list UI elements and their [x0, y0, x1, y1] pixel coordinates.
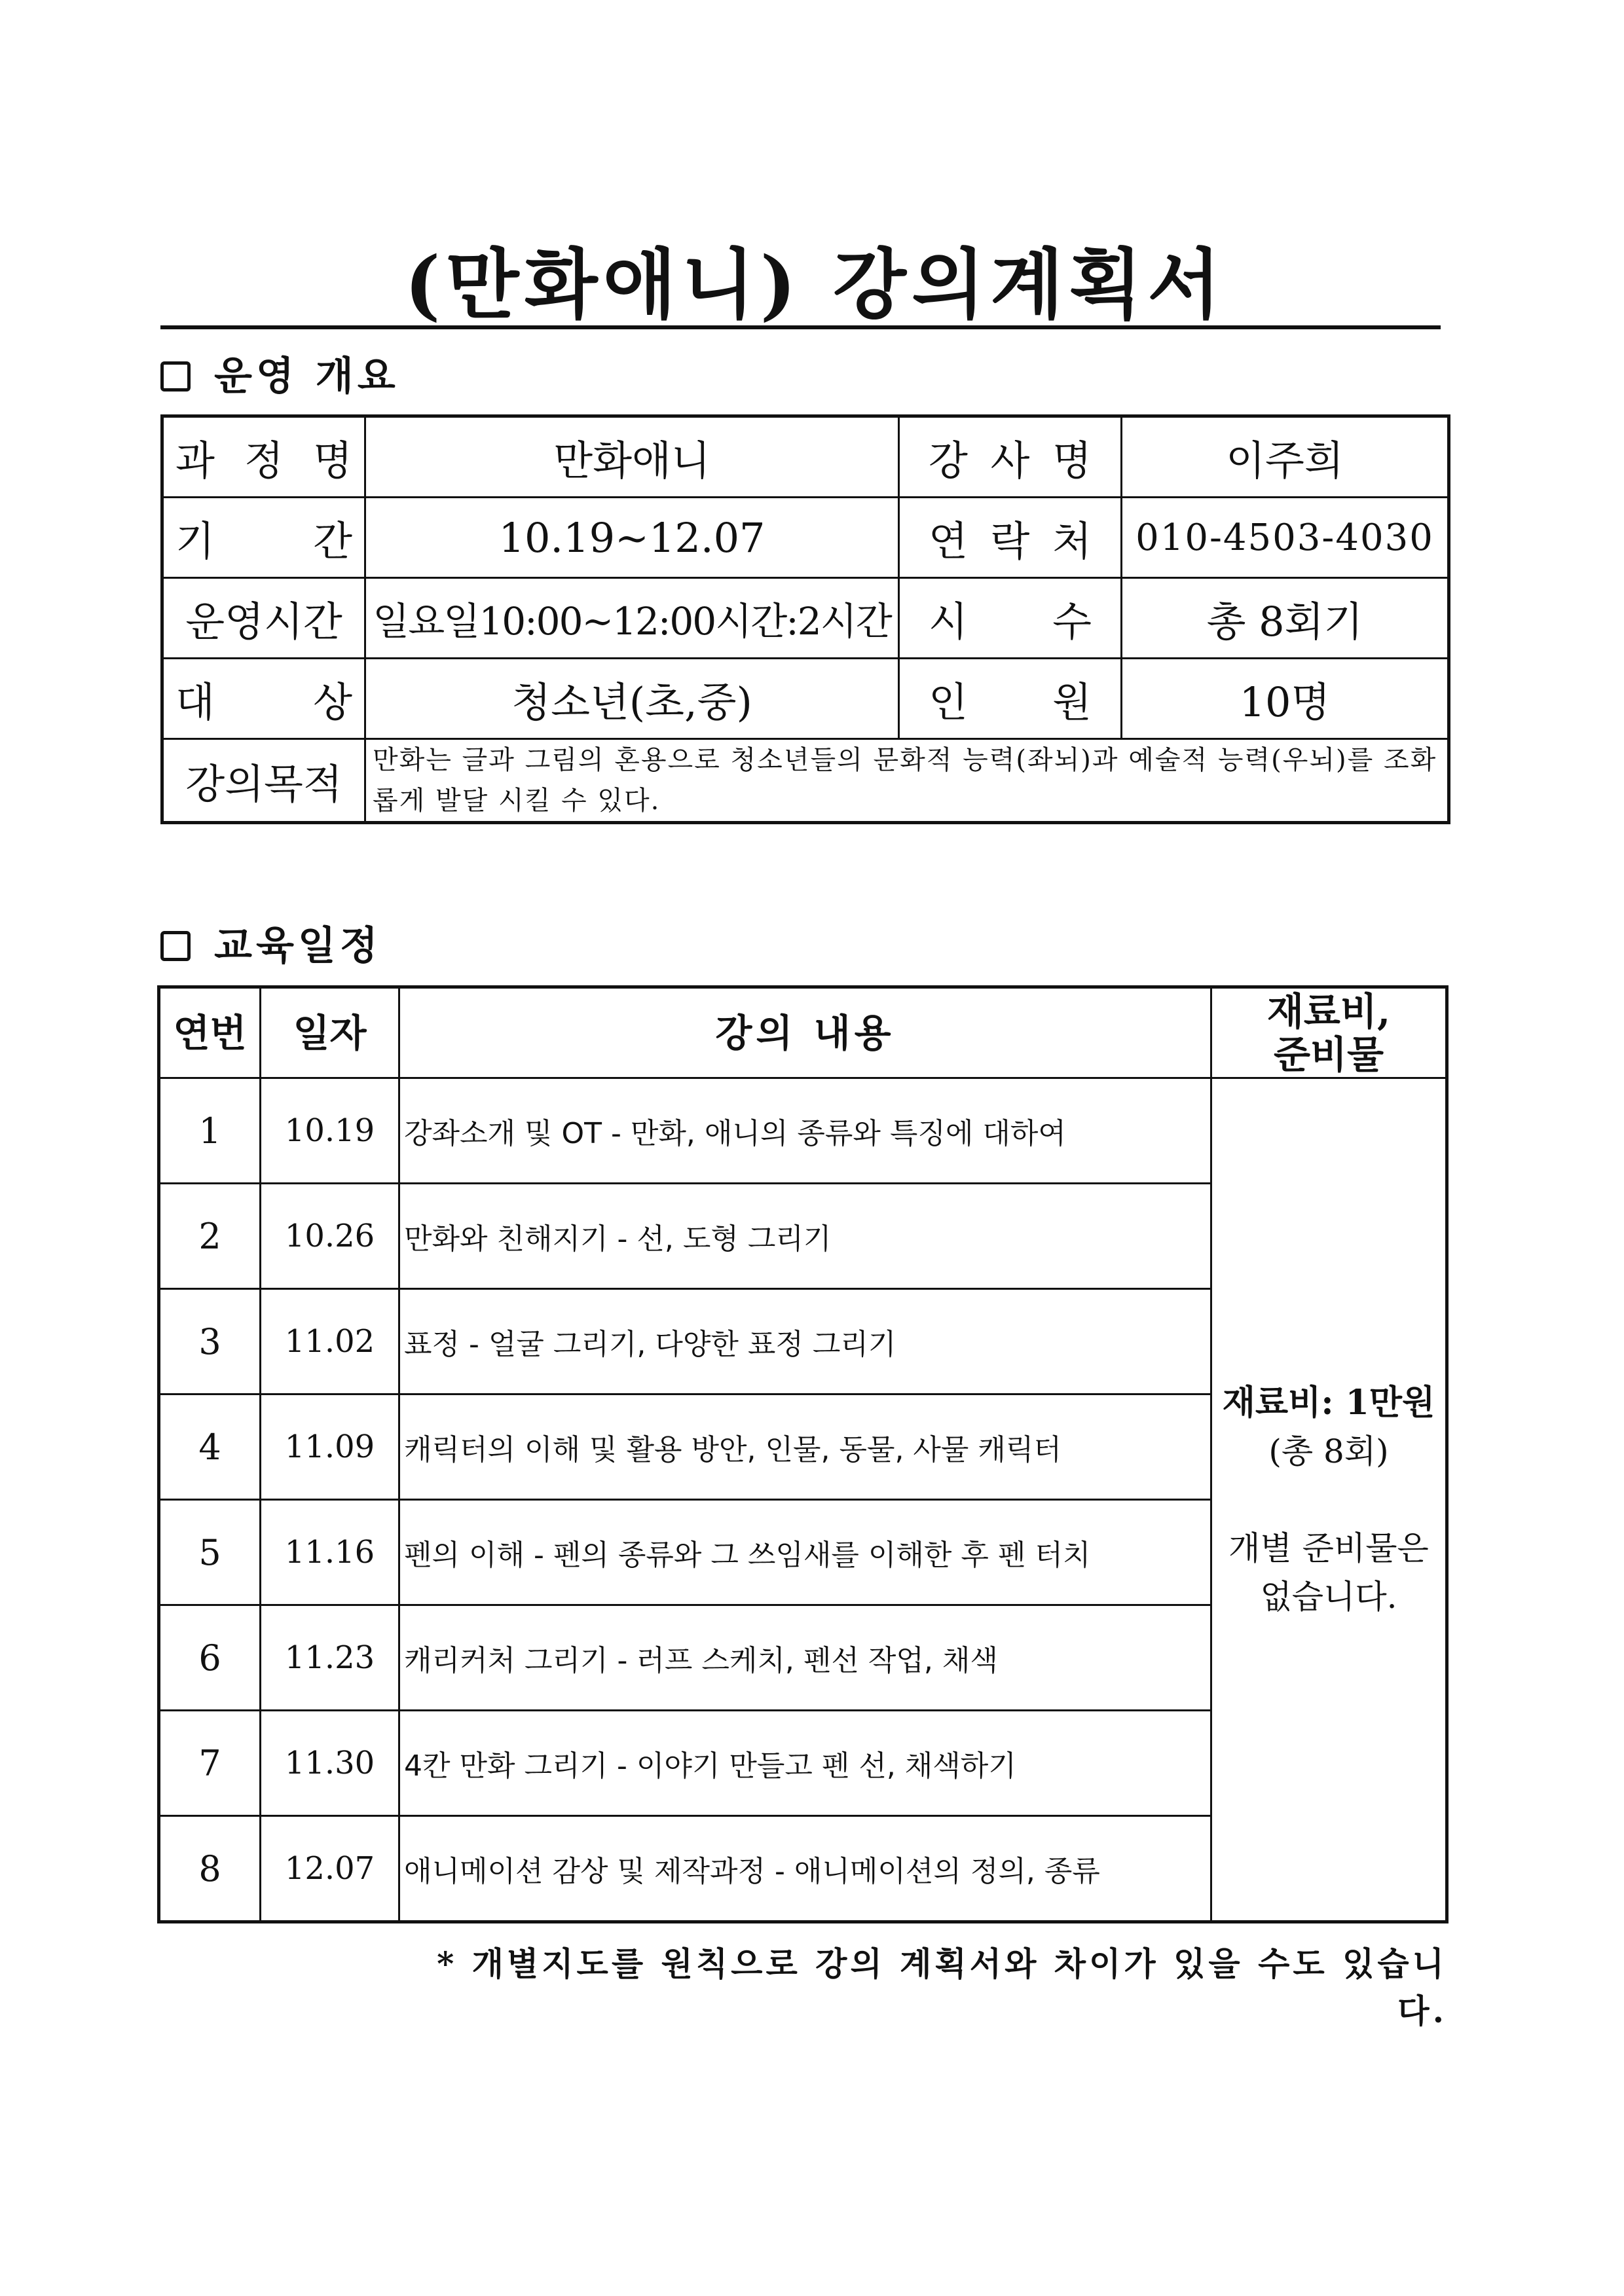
material-fee-note: (총 8회) [1268, 1432, 1389, 1470]
row-content: 4칸 만화 그리기 - 이야기 만들고 펜 선, 채색하기 [399, 1711, 1211, 1816]
header-content: 강의 내용 [399, 987, 1211, 1078]
table-row [159, 1078, 1447, 1184]
row-date: 10.26 [261, 1184, 399, 1289]
overview-row-hours [162, 578, 1449, 659]
header-material: 재료비, 준비물 [1211, 987, 1447, 1078]
overview-heading [160, 350, 399, 403]
row-no: 7 [159, 1711, 261, 1816]
row-no: 2 [159, 1184, 261, 1289]
footnote: * 개별지도를 원칙으로 강의 계획서와 차이가 있을 수도 있습니다. [437, 1944, 1447, 2030]
period-label: 기 간 [162, 498, 365, 578]
material-cell [1211, 1078, 1447, 1922]
title-underline [160, 325, 1441, 329]
row-no: 8 [159, 1816, 261, 1922]
purpose-label: 강의목적 [162, 739, 365, 823]
row-date: 11.09 [261, 1394, 399, 1500]
row-date: 11.23 [261, 1605, 399, 1711]
row-date: 10.19 [261, 1078, 399, 1184]
row-no: 4 [159, 1394, 261, 1500]
course-value: 만화애니 [365, 416, 899, 498]
row-date: 11.16 [261, 1500, 399, 1605]
material-prep-line2: 없습니다. [1260, 1577, 1397, 1616]
overview-table [160, 414, 1450, 824]
schedule-header-row [159, 987, 1447, 1078]
headcount-value: 10명 [1122, 659, 1449, 739]
row-content: 만화와 친해지기 - 선, 도형 그리기 [399, 1184, 1211, 1289]
hours-value: 일요일10:00~12:00시간:2시간 [365, 578, 899, 659]
overview-heading-text: 운영 개요 [214, 354, 399, 399]
row-content: 캐릭터의 이해 및 활용 방안, 인물, 동물, 사물 캐릭터 [399, 1394, 1211, 1500]
target-value: 청소년(초,중) [365, 659, 899, 739]
header-date: 일자 [261, 987, 399, 1078]
row-no: 3 [159, 1289, 261, 1394]
checkbox-icon [160, 931, 191, 961]
row-date: 12.07 [261, 1816, 399, 1922]
instructor-label: 강 사 명 [899, 416, 1122, 498]
page-title: (만화애니) 강의계획서 [404, 240, 1227, 329]
material-prep-line1: 개별 준비물은 [1228, 1529, 1429, 1567]
row-date: 11.30 [261, 1711, 399, 1816]
row-no: 1 [159, 1078, 261, 1184]
header-no: 연번 [159, 987, 261, 1078]
target-label: 대 상 [162, 659, 365, 739]
row-content: 강좌소개 및 OT - 만화, 애니의 종류와 특징에 대하여 [399, 1078, 1211, 1184]
headcount-label: 인 원 [899, 659, 1122, 739]
schedule-heading-text: 교육일정 [214, 923, 382, 969]
material-fee: 재료비: 1만원 [1222, 1382, 1435, 1423]
period-value: 10.19~12.07 [365, 498, 899, 578]
overview-row-purpose [162, 739, 1449, 823]
row-date: 11.02 [261, 1289, 399, 1394]
sessions-value: 총 8회기 [1122, 578, 1449, 659]
row-content: 캐리커처 그리기 - 러프 스케치, 펜선 작업, 채색 [399, 1605, 1211, 1711]
overview-row-target [162, 659, 1449, 739]
row-content: 애니메이션 감상 및 제작과정 - 애니메이션의 정의, 종류 [399, 1816, 1211, 1922]
overview-row-course [162, 416, 1449, 498]
contact-label: 연 락 처 [899, 498, 1122, 578]
instructor-value: 이주희 [1122, 416, 1449, 498]
row-no: 5 [159, 1500, 261, 1605]
course-label: 과 정 명 [162, 416, 365, 498]
contact-value: 010-4503-4030 [1122, 498, 1449, 578]
overview-row-period [162, 498, 1449, 578]
hours-label: 운영시간 [162, 578, 365, 659]
schedule-heading [160, 920, 382, 972]
row-no: 6 [159, 1605, 261, 1711]
schedule-table [157, 985, 1449, 1923]
row-content: 펜의 이해 - 펜의 종류와 그 쓰임새를 이해한 후 펜 터치 [399, 1500, 1211, 1605]
sessions-label: 시 수 [899, 578, 1122, 659]
row-content: 표정 - 얼굴 그리기, 다양한 표정 그리기 [399, 1289, 1211, 1394]
checkbox-icon [160, 361, 191, 392]
purpose-value: 만화는 글과 그림의 혼용으로 청소년들의 문화적 능력(좌뇌)과 예술적 능력(우뇌)를 조화롭게 발달 시킬 수 있다. [365, 739, 1449, 823]
